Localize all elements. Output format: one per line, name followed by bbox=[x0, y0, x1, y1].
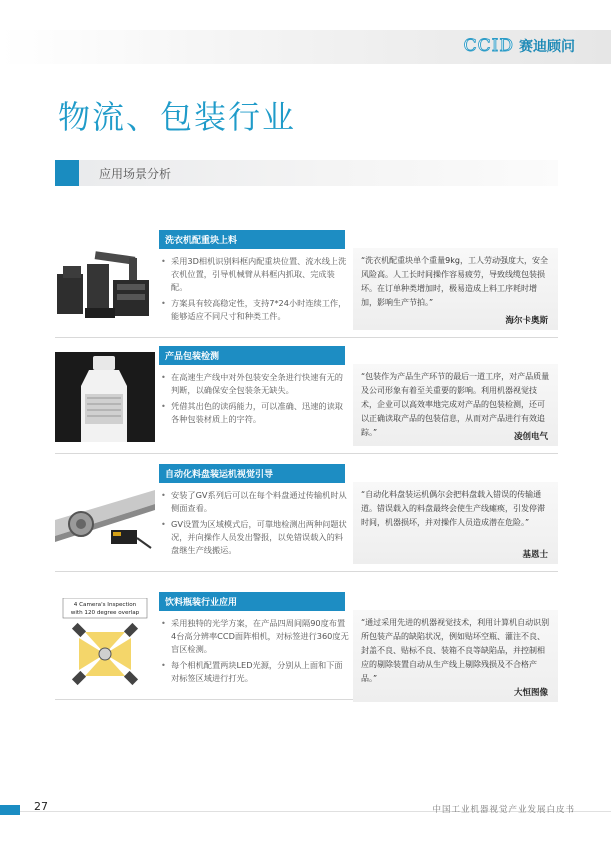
bullet-item: • GV设置为区域模式后，可靠地检测出两种问题状况，并向操作人员发出警报，以免错误载入的料盘继生产线搬运。 bbox=[159, 518, 349, 557]
conveyor-image bbox=[55, 470, 155, 560]
bottle-image bbox=[55, 352, 155, 442]
scenario-item bbox=[55, 462, 558, 572]
quote-text: “自动化料盘装运机偶尔会把料盘载入错误的传输通道。错误载入的料盘最终会使生产线瘫痪，引发停滞时间，机器损坏，并对操作人员造成潜在危险。” bbox=[361, 490, 545, 527]
quote-box bbox=[353, 610, 558, 702]
page-title: 物流、包装行业 bbox=[58, 98, 297, 136]
quote-text: “通过采用先进的机器视觉技术，利用计算机自动识别所包装产品的缺陷状况，例如贴坏空瓶、灌注不良、封盖不良、贴标不良、装箱不良等缺陷品，并控制相应的剔除装置自动从生产线上剔除残损及不合格产品。” bbox=[361, 618, 550, 683]
bullet-item: • 方案具有较高稳定性，支持7*24小时连续工作，能够适应不同尺寸和种类工件。 bbox=[159, 297, 349, 323]
logo-cn-text: 赛迪顾问 bbox=[519, 39, 575, 55]
scenario-label: 自动化料盘装运机视觉引导 bbox=[159, 464, 345, 483]
scenario-content bbox=[159, 344, 349, 429]
section-header bbox=[55, 160, 558, 186]
scenario-item bbox=[55, 344, 558, 454]
logo-ccid-text: CCID bbox=[463, 36, 514, 56]
bullet-list bbox=[159, 255, 349, 323]
quote-box bbox=[353, 364, 558, 446]
quote-source: 大恒图像 bbox=[513, 688, 548, 698]
scenario-content bbox=[159, 228, 349, 326]
bullet-item: • 安装了GV系列后可以在每个料盘通过传输机时从侧面查看。 bbox=[159, 489, 349, 515]
scenario-content bbox=[159, 590, 349, 688]
bullet-list bbox=[159, 371, 349, 426]
bullet-item: • 凭借其出色的读码能力，可以准确、迅速的读取各种包装材质上的字符。 bbox=[159, 400, 349, 426]
bullet-item: • 在高速生产线中对外包装安全条进行快速有无的判断，以确保安全包装条无缺失。 bbox=[159, 371, 349, 397]
robot-arm-image bbox=[55, 236, 155, 326]
bullet-item: • 采用独特的光学方案，在产品四周间隔90度布置4台高分辨率CCD面阵相机，对标签进行360度无盲区检测。 bbox=[159, 617, 349, 656]
page-number-marker bbox=[0, 805, 20, 815]
bullet-list bbox=[159, 617, 349, 685]
diagram-caption-line2: with 120 degree overlap bbox=[70, 610, 140, 616]
scenario-label: 饮料瓶装行业应用 bbox=[159, 592, 345, 611]
scenario-content bbox=[159, 462, 349, 560]
scenario-item bbox=[55, 228, 558, 338]
quote-box bbox=[353, 482, 558, 564]
quote-source: 基恩士 bbox=[522, 550, 548, 560]
bullet-item: • 每个相机配置两块LED光源，分别从上面和下面对标签区域进行打光。 bbox=[159, 659, 349, 685]
camera-inspection-diagram bbox=[55, 598, 155, 688]
bullet-item: • 采用3D相机识别料框内配重块位置、流水线上洗衣机位置，引导机械臂从料框内抓取、完成装配。 bbox=[159, 255, 349, 294]
footer-book-title: 中国工业机器视觉产业发展白皮书 bbox=[432, 805, 575, 815]
section-marker bbox=[55, 160, 79, 186]
ccid-logo bbox=[464, 36, 575, 56]
quote-source: 海尔卡奥斯 bbox=[505, 316, 548, 326]
bullet-list bbox=[159, 489, 349, 557]
scenario-item bbox=[55, 590, 558, 700]
section-title: 应用场景分析 bbox=[99, 167, 172, 181]
quote-box bbox=[353, 248, 558, 330]
quote-text: “包装作为产品生产环节的最后一道工序，对产品质量及公司形象有着至关重要的影响。利用机器视觉技术，企业可以高效率地完成对产品的包装检测，还可以正确读取产品的包装信息，从而对产品进行有效追踪。” bbox=[361, 372, 550, 437]
scenario-label: 产品包装检测 bbox=[159, 346, 345, 365]
quote-source: 凌创电气 bbox=[513, 432, 548, 442]
diagram-caption-line1: 4 Camera's Inspection bbox=[73, 602, 137, 608]
scenario-label: 洗衣机配重块上料 bbox=[159, 230, 345, 249]
page-number: 27 bbox=[34, 800, 48, 813]
quote-text: “洗衣机配重块单个重量9kg，工人劳动强度大，安全风险高。人工长时间操作容易疲劳，导致线缆包装损坏。在订单种类增加时，极易造成上料工序耗时增加，影响生产节拍。” bbox=[361, 256, 548, 307]
